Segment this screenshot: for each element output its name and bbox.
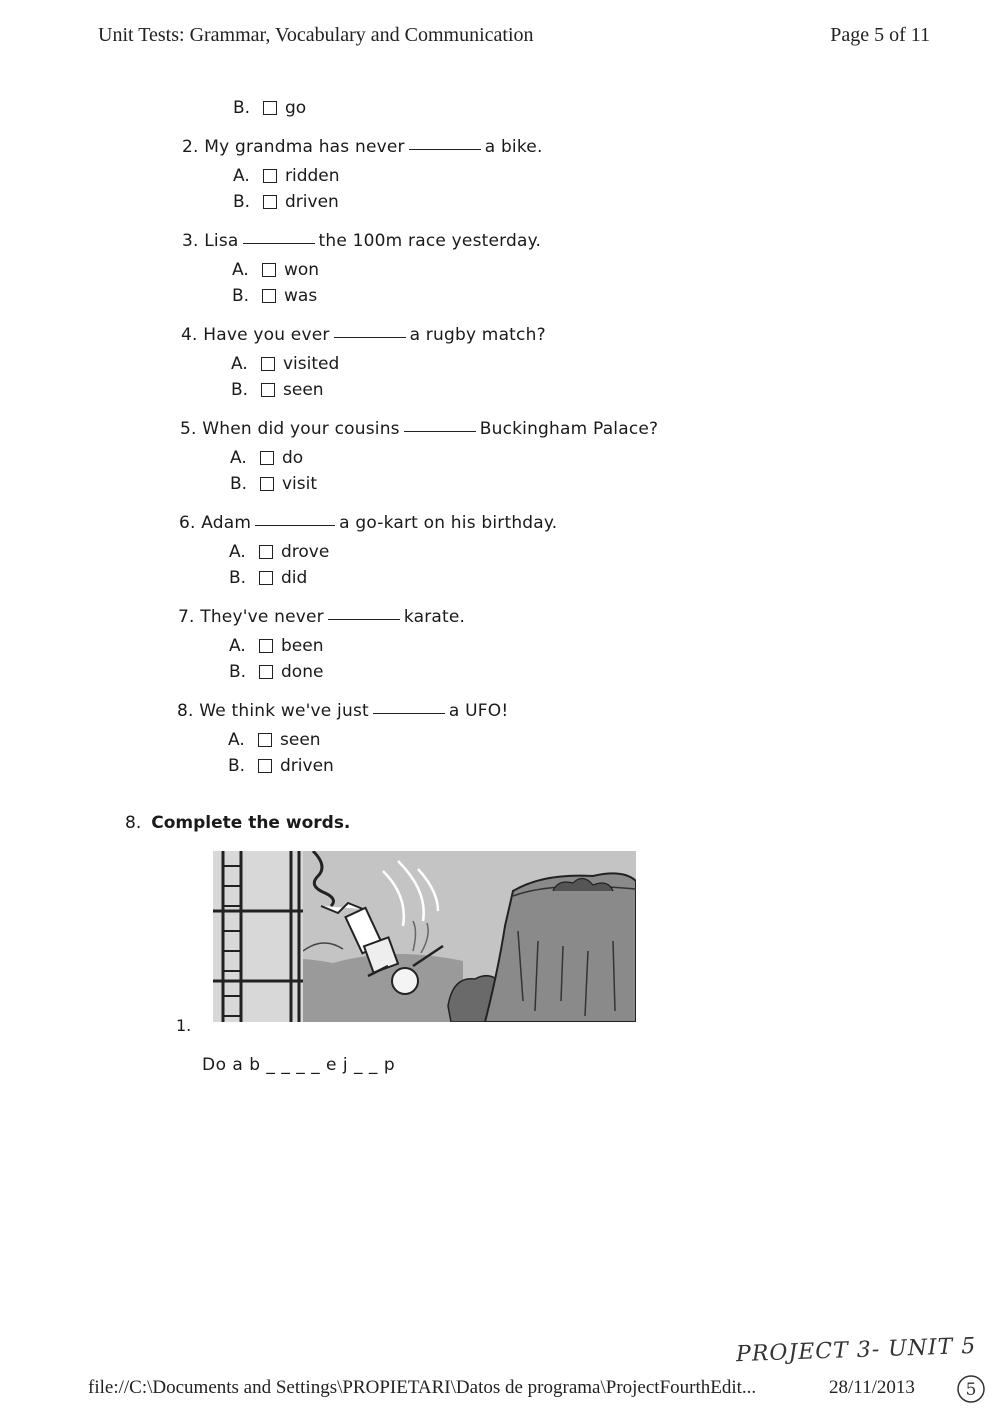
answer-blank[interactable] bbox=[243, 242, 315, 244]
option-a bbox=[233, 166, 340, 186]
document-title: Unit Tests: Grammar, Vocabulary and Communication bbox=[98, 24, 534, 46]
handwritten-note: PROJECT 3- UNIT 5 bbox=[735, 1333, 977, 1368]
print-date: 28/11/2013 bbox=[829, 1377, 915, 1398]
question-4 bbox=[181, 325, 546, 345]
option-letter: B. bbox=[229, 568, 247, 588]
question-text: Adam bbox=[201, 513, 252, 533]
option-b bbox=[231, 380, 324, 400]
option-text: won bbox=[284, 260, 320, 280]
answer-blank[interactable] bbox=[328, 618, 400, 620]
option-text: seen bbox=[283, 380, 324, 400]
file-path: file://C:\Documents and Settings\PROPIETARI\Datos de programa\ProjectFourthEdit... bbox=[88, 1377, 757, 1398]
option-a bbox=[230, 448, 303, 468]
option-text: did bbox=[281, 568, 308, 588]
option-text: do bbox=[282, 448, 304, 468]
checkbox[interactable] bbox=[261, 357, 275, 371]
section-heading bbox=[125, 813, 350, 833]
option-b bbox=[229, 662, 323, 682]
prev-option-b bbox=[233, 98, 306, 118]
option-text: done bbox=[281, 662, 324, 682]
option-a bbox=[232, 260, 319, 280]
option-letter: B. bbox=[229, 662, 247, 682]
question-number: 8. bbox=[177, 701, 194, 721]
option-letter: B. bbox=[233, 192, 251, 212]
question-text-end: a UFO! bbox=[448, 701, 509, 721]
option-text: visited bbox=[283, 354, 340, 374]
checkbox[interactable] bbox=[263, 169, 277, 183]
question-8 bbox=[177, 701, 508, 721]
option-letter: B. bbox=[233, 98, 251, 118]
question-number: 2. bbox=[182, 137, 199, 157]
option-a bbox=[229, 542, 329, 562]
question-text: They've never bbox=[200, 607, 324, 627]
option-text: ridden bbox=[285, 166, 340, 186]
option-b bbox=[230, 474, 317, 494]
page-number: Page 5 of 11 bbox=[830, 24, 930, 46]
checkbox[interactable] bbox=[259, 571, 273, 585]
option-letter: A. bbox=[228, 730, 245, 750]
question-text-end: a bike. bbox=[484, 137, 543, 157]
section-number: 8. bbox=[125, 813, 142, 833]
option-letter: A. bbox=[231, 354, 248, 374]
option-a bbox=[229, 636, 323, 656]
option-text: go bbox=[285, 98, 307, 118]
option-text: visit bbox=[282, 474, 318, 494]
question-number: 5. bbox=[180, 419, 197, 439]
checkbox[interactable] bbox=[259, 639, 273, 653]
option-b bbox=[229, 568, 307, 588]
answer-blank[interactable] bbox=[404, 430, 476, 432]
option-letter: A. bbox=[229, 636, 246, 656]
question-text: Have you ever bbox=[203, 325, 330, 345]
answer-blank[interactable] bbox=[255, 524, 335, 526]
option-letter: A. bbox=[229, 542, 246, 562]
option-letter: B. bbox=[230, 474, 248, 494]
question-3 bbox=[182, 231, 541, 251]
option-text: driven bbox=[285, 192, 339, 212]
question-number: 6. bbox=[179, 513, 196, 533]
option-letter: A. bbox=[230, 448, 247, 468]
option-text: was bbox=[284, 286, 318, 306]
question-5 bbox=[180, 419, 658, 439]
question-number: 7. bbox=[178, 607, 195, 627]
answer-blank[interactable] bbox=[409, 148, 481, 150]
checkbox[interactable] bbox=[258, 733, 272, 747]
question-text-end: Buckingham Palace? bbox=[479, 419, 659, 439]
circled-number: 5 bbox=[965, 1380, 977, 1400]
option-text: been bbox=[281, 636, 324, 656]
question-text: We think we've just bbox=[199, 701, 369, 721]
word-prompt: Do a b _ _ _ _ e j _ _ p bbox=[202, 1055, 396, 1075]
question-text-end: a go-kart on his birthday. bbox=[339, 513, 558, 533]
checkbox[interactable] bbox=[262, 289, 276, 303]
checkbox[interactable] bbox=[259, 665, 273, 679]
option-text: seen bbox=[280, 730, 321, 750]
question-text: My grandma has never bbox=[204, 137, 405, 157]
answer-blank[interactable] bbox=[373, 712, 445, 714]
option-b bbox=[233, 192, 339, 212]
question-number: 3. bbox=[182, 231, 199, 251]
checkbox[interactable] bbox=[262, 263, 276, 277]
checkbox[interactable] bbox=[261, 383, 275, 397]
option-letter: B. bbox=[232, 286, 250, 306]
checkbox[interactable] bbox=[263, 101, 277, 115]
checkbox[interactable] bbox=[260, 477, 274, 491]
checkbox[interactable] bbox=[259, 545, 273, 559]
question-text-end: the 100m race yesterday. bbox=[318, 231, 542, 251]
option-b bbox=[228, 756, 334, 776]
circle-icon bbox=[956, 1374, 986, 1404]
circled-page-mark bbox=[956, 1374, 986, 1404]
section-title: Complete the words. bbox=[151, 813, 351, 833]
checkbox[interactable] bbox=[258, 759, 272, 773]
question-2 bbox=[182, 137, 543, 157]
question-6 bbox=[179, 513, 557, 533]
bungee-jump-illustration bbox=[213, 851, 636, 1022]
option-a bbox=[228, 730, 321, 750]
option-text: drove bbox=[281, 542, 330, 562]
question-text: When did your cousins bbox=[202, 419, 400, 439]
option-a bbox=[231, 354, 339, 374]
question-text-end: a rugby match? bbox=[409, 325, 546, 345]
item-number: 1. bbox=[176, 1016, 192, 1035]
checkbox[interactable] bbox=[260, 451, 274, 465]
checkbox[interactable] bbox=[263, 195, 277, 209]
option-text: driven bbox=[280, 756, 334, 776]
option-b bbox=[232, 286, 317, 306]
option-letter: B. bbox=[228, 756, 246, 776]
option-letter: A. bbox=[233, 166, 250, 186]
option-letter: B. bbox=[231, 380, 249, 400]
question-number: 4. bbox=[181, 325, 198, 345]
question-text: Lisa bbox=[204, 231, 239, 251]
question-7 bbox=[178, 607, 465, 627]
answer-blank[interactable] bbox=[334, 336, 406, 338]
option-letter: A. bbox=[232, 260, 249, 280]
question-text-end: karate. bbox=[403, 607, 466, 627]
